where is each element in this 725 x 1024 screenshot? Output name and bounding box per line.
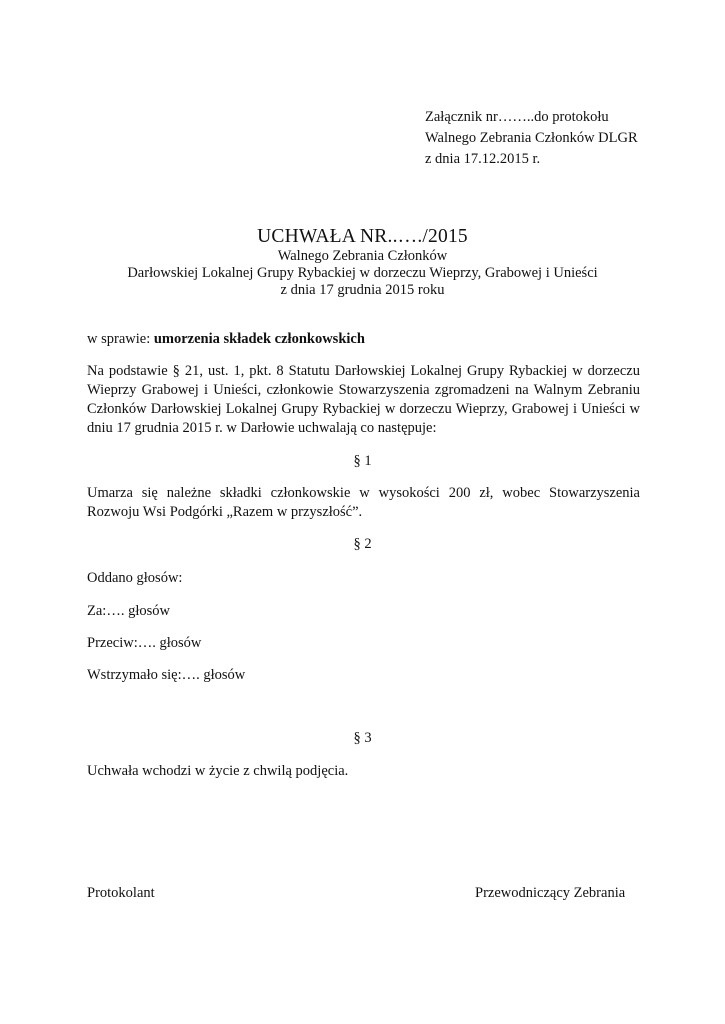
annex-line-1: Załącznik nr……..do protokołu <box>425 109 609 125</box>
subject-line <box>87 330 640 349</box>
subject-topic: umorzenia składek członkowskich <box>153 331 365 347</box>
votes-header: Oddano głosów: <box>87 570 183 586</box>
section-3-heading: § 3 <box>353 730 372 746</box>
signature-chair: Przewodniczący Zebrania <box>475 885 626 901</box>
votes-for: Za:…. głosów <box>87 603 170 619</box>
section-1-text: Umarza się należne składki członkowskie w wysokości 200 zł, wobec Stowarzyszenia Rozwoju Wsi Podgórki „Razem w przyszłość”. <box>87 485 640 520</box>
votes-abstain: Wstrzymało się:…. głosów <box>87 667 246 683</box>
heading-line-1: Walnego Zebrania Członków <box>277 248 448 264</box>
section-2-heading: § 2 <box>353 536 372 552</box>
annex-line-2: Walnego Zebrania Członków DLGR <box>425 130 638 146</box>
votes-against: Przeciw:…. głosów <box>87 635 202 651</box>
annex-line-3: z dnia 17.12.2015 r. <box>425 151 541 167</box>
preamble-paragraph: Na podstawie § 21, ust. 1, pkt. 8 Statutu Darłowskiej Lokalnej Grupy Rybackiej w dorzeczu Wieprzy Grabowej i Unieści, członkowie Stowarzyszenia zgromadzeni na Walnym Zebraniu Członków Darłowskiej Lokalnej Grupy Rybackiej w dorzeczu Wieprzy, Grabowej i Unieści w dniu 17 grudnia 2015 r. w Darłowie uchwalają co następuje: <box>87 363 640 436</box>
heading-line-2: Darłowskiej Lokalnej Grupy Rybackiej w dorzeczu Wieprzy, Grabowej i Unieści <box>127 265 598 281</box>
annex-note <box>425 107 638 170</box>
subject-prefix: w sprawie: <box>87 331 154 347</box>
resolution-title: UCHWAŁA NR..…./2015 <box>257 226 468 247</box>
section-1-heading: § 1 <box>353 453 372 469</box>
resolution-heading <box>0 226 725 299</box>
heading-line-3: z dnia 17 grudnia 2015 roku <box>280 282 445 298</box>
section-3-text: Uchwała wchodzi w życie z chwilą podjęcia. <box>87 763 349 779</box>
signature-recorder: Protokolant <box>87 885 155 901</box>
